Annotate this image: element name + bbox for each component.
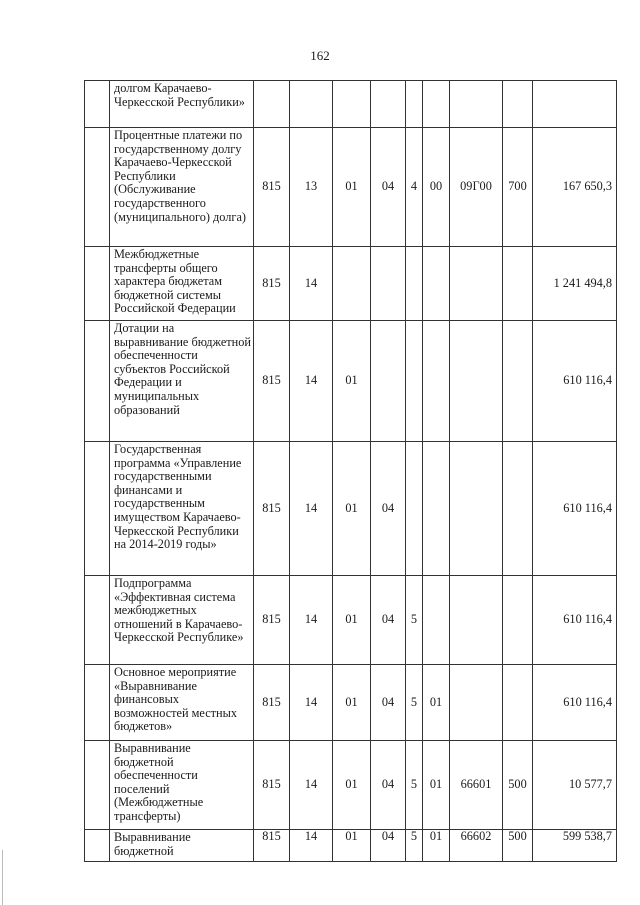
section-code: 13 bbox=[290, 128, 333, 247]
amount: 599 538,7 bbox=[533, 830, 617, 862]
direction-code: 66602 bbox=[450, 830, 503, 862]
program-code bbox=[371, 81, 406, 128]
admin-code: 815 bbox=[254, 442, 290, 576]
activity-code bbox=[423, 81, 450, 128]
expense-type-code bbox=[503, 576, 533, 665]
expense-type-code: 500 bbox=[503, 741, 533, 830]
row-name: Государственная программа «Управление государственными финансами и государственным имуществом Карачаево-Черкесской Республики на 2014-2019 годы» bbox=[110, 442, 254, 576]
admin-code: 815 bbox=[254, 247, 290, 321]
activity-code: 00 bbox=[423, 128, 450, 247]
amount: 610 116,4 bbox=[533, 442, 617, 576]
table-row bbox=[85, 442, 617, 576]
amount: 610 116,4 bbox=[533, 321, 617, 442]
subprogram-code: 5 bbox=[406, 576, 423, 665]
subsection-code: 01 bbox=[333, 741, 371, 830]
table-row bbox=[85, 576, 617, 665]
table-row bbox=[85, 247, 617, 321]
section-code: 14 bbox=[290, 830, 333, 862]
subsection-code bbox=[333, 81, 371, 128]
subsection-code: 01 bbox=[333, 830, 371, 862]
direction-code bbox=[450, 247, 503, 321]
activity-code bbox=[423, 247, 450, 321]
expense-type-code bbox=[503, 665, 533, 741]
subprogram-code: 5 bbox=[406, 741, 423, 830]
admin-code: 815 bbox=[254, 128, 290, 247]
direction-code bbox=[450, 81, 503, 128]
section-code: 14 bbox=[290, 321, 333, 442]
amount: 10 577,7 bbox=[533, 741, 617, 830]
blank-cell bbox=[85, 128, 110, 247]
program-code: 04 bbox=[371, 576, 406, 665]
direction-code bbox=[450, 321, 503, 442]
admin-code: 815 bbox=[254, 741, 290, 830]
program-code bbox=[371, 321, 406, 442]
section-code: 14 bbox=[290, 247, 333, 321]
subprogram-code: 4 bbox=[406, 128, 423, 247]
scan-edge-mark bbox=[2, 850, 3, 905]
admin-code: 815 bbox=[254, 576, 290, 665]
blank-cell bbox=[85, 81, 110, 128]
section-code bbox=[290, 81, 333, 128]
budget-table bbox=[84, 80, 617, 862]
expense-type-code bbox=[503, 81, 533, 128]
direction-code: 09Г00 bbox=[450, 128, 503, 247]
expense-type-code bbox=[503, 442, 533, 576]
table-row bbox=[85, 128, 617, 247]
table-row bbox=[85, 830, 617, 862]
table-row bbox=[85, 81, 617, 128]
amount: 1 241 494,8 bbox=[533, 247, 617, 321]
activity-code: 01 bbox=[423, 741, 450, 830]
program-code: 04 bbox=[371, 830, 406, 862]
program-code: 04 bbox=[371, 741, 406, 830]
amount: 610 116,4 bbox=[533, 576, 617, 665]
subprogram-code bbox=[406, 442, 423, 576]
program-code bbox=[371, 247, 406, 321]
activity-code: 01 bbox=[423, 665, 450, 741]
admin-code: 815 bbox=[254, 321, 290, 442]
page-number: 162 bbox=[310, 48, 330, 63]
row-name: Выравнивание бюджетной обеспеченности поселений (Межбюджетные трансферты) bbox=[110, 741, 254, 830]
subsection-code bbox=[333, 247, 371, 321]
expense-type-code bbox=[503, 321, 533, 442]
section-code: 14 bbox=[290, 442, 333, 576]
admin-code bbox=[254, 81, 290, 128]
subprogram-code: 5 bbox=[406, 830, 423, 862]
direction-code bbox=[450, 665, 503, 741]
activity-code bbox=[423, 576, 450, 665]
table-row bbox=[85, 321, 617, 442]
blank-cell bbox=[85, 321, 110, 442]
program-code: 04 bbox=[371, 128, 406, 247]
direction-code bbox=[450, 442, 503, 576]
blank-cell bbox=[85, 741, 110, 830]
amount: 610 116,4 bbox=[533, 665, 617, 741]
section-code: 14 bbox=[290, 741, 333, 830]
table-row bbox=[85, 665, 617, 741]
blank-cell bbox=[85, 247, 110, 321]
row-name: долгом Карачаево-Черкесской Республики» bbox=[110, 81, 254, 128]
expense-type-code: 700 bbox=[503, 128, 533, 247]
row-name: Выравнивание бюджетной bbox=[110, 830, 254, 862]
amount bbox=[533, 81, 617, 128]
subsection-code: 01 bbox=[333, 442, 371, 576]
subsection-code: 01 bbox=[333, 576, 371, 665]
subsection-code: 01 bbox=[333, 321, 371, 442]
blank-cell bbox=[85, 576, 110, 665]
subprogram-code bbox=[406, 247, 423, 321]
activity-code bbox=[423, 442, 450, 576]
direction-code: 66601 bbox=[450, 741, 503, 830]
activity-code: 01 bbox=[423, 830, 450, 862]
blank-cell bbox=[85, 665, 110, 741]
program-code: 04 bbox=[371, 442, 406, 576]
table-row bbox=[85, 741, 617, 830]
row-name: Межбюджетные трансферты общего характера бюджетам бюджетной системы Российской Федерации bbox=[110, 247, 254, 321]
row-name: Основное мероприятие «Выравнивание финансовых возможностей местных бюджетов» bbox=[110, 665, 254, 741]
program-code: 04 bbox=[371, 665, 406, 741]
amount: 167 650,3 bbox=[533, 128, 617, 247]
activity-code bbox=[423, 321, 450, 442]
blank-cell bbox=[85, 830, 110, 862]
section-code: 14 bbox=[290, 576, 333, 665]
subprogram-code bbox=[406, 321, 423, 442]
row-name: Процентные платежи по государственному долгу Карачаево-Черкесской Республики (Обслуживание государственного (муниципального) долга) bbox=[110, 128, 254, 247]
subsection-code: 01 bbox=[333, 128, 371, 247]
expense-type-code bbox=[503, 247, 533, 321]
row-name: Дотации на выравнивание бюджетной обеспеченности субъектов Российской Федерации и муниципальных образований bbox=[110, 321, 254, 442]
blank-cell bbox=[85, 442, 110, 576]
expense-type-code: 500 bbox=[503, 830, 533, 862]
subprogram-code: 5 bbox=[406, 665, 423, 741]
section-code: 14 bbox=[290, 665, 333, 741]
subsection-code: 01 bbox=[333, 665, 371, 741]
admin-code: 815 bbox=[254, 830, 290, 862]
subprogram-code bbox=[406, 81, 423, 128]
direction-code bbox=[450, 576, 503, 665]
row-name: Подпрограмма «Эффективная система межбюджетных отношений в Карачаево-Черкесской Республике» bbox=[110, 576, 254, 665]
admin-code: 815 bbox=[254, 665, 290, 741]
